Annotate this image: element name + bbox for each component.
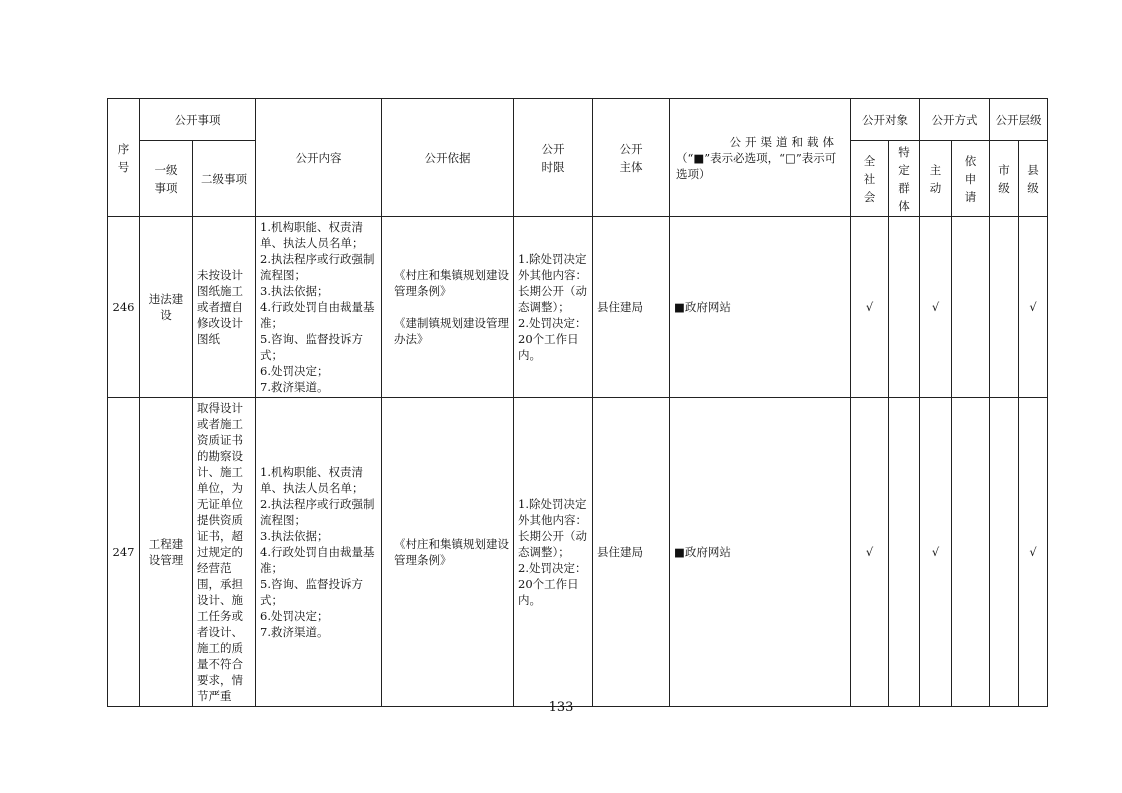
table-row	[108, 398, 1048, 707]
row-level1: 工程建设管理	[140, 398, 193, 707]
header-level1	[140, 141, 193, 217]
row-on-request	[952, 398, 990, 707]
header-tier	[990, 99, 1048, 141]
row-active: √	[920, 398, 952, 707]
row-channel: ■政府网站	[670, 217, 851, 398]
header-audience-all	[851, 141, 889, 217]
row-time-limit: 1.除处罚决定外其他内容：长期公开（动态调整）； 2.处罚决定：20个工作日内。	[514, 217, 593, 398]
header-method-request	[952, 141, 990, 217]
header-tier-city-label: 市级	[998, 162, 1010, 195]
header-level1-label: 一级事项	[154, 162, 178, 195]
header-level2: 二级事项	[193, 141, 256, 217]
header-content: 公开内容	[256, 99, 382, 217]
row-basis: 《村庄和集镇规划建设管理条例》	[382, 398, 514, 707]
header-tier-label: 公开层级	[995, 112, 1042, 127]
row-level2: 未按设计图纸施工或者擅自修改设计图纸	[193, 217, 256, 398]
header-tier-county-label: 县级	[1027, 162, 1039, 195]
header-audience: 公开对象	[851, 99, 920, 141]
header-method-active-label: 主动	[929, 162, 942, 195]
header-tier-city	[990, 141, 1019, 217]
row-subject: 县住建局	[593, 398, 670, 707]
header-time-limit	[514, 99, 593, 217]
disclosure-table	[107, 98, 1048, 707]
row-time-limit: 1.除处罚决定外其他内容：长期公开（动态调整）； 2.处罚决定：20个工作日内。	[514, 398, 593, 707]
page-number: 133	[548, 700, 574, 715]
header-seq-label: 序号	[117, 141, 130, 174]
header-audience-specific	[889, 141, 920, 217]
header-method-active	[920, 141, 952, 217]
header-seq	[108, 99, 140, 217]
header-audience-specific-label: 特定群体	[898, 144, 910, 213]
header-audience-all-label: 全社会	[863, 153, 876, 204]
row-seq: 246	[108, 217, 140, 398]
row-basis: 《村庄和集镇规划建设管理条例》 《建制镇规划建设管理办法》	[382, 217, 514, 398]
header-channel-note: （“■”表示必选项，“□”表示可选项）	[676, 150, 837, 181]
header-tier-county	[1019, 141, 1048, 217]
header-basis: 公开依据	[382, 99, 514, 217]
row-content: 1.机构职能、权责清单、执法人员名单； 2.执法程序或行政强制流程图； 3.执法依据； 4.行政处罚自由裁量基准； 5.咨询、监督投诉方式； 6.处罚决定； 7.救济渠道。	[256, 398, 382, 707]
row-content: 1.机构职能、权责清单、执法人员名单； 2.执法程序或行政强制流程图； 3.执法依据； 4.行政处罚自由裁量基准； 5.咨询、监督投诉方式； 6.处罚决定； 7.救济渠道。	[256, 217, 382, 398]
row-all-society: √	[851, 217, 889, 398]
table-row	[108, 217, 1048, 398]
row-city	[990, 398, 1019, 707]
header-method: 公开方式	[920, 99, 990, 141]
header-item: 公开事项	[140, 99, 256, 141]
row-on-request	[952, 217, 990, 398]
header-method-request-label: 依申请	[964, 153, 977, 204]
row-subject: 县住建局	[593, 217, 670, 398]
header-channel	[670, 99, 851, 217]
header-subject-label: 公开主体	[619, 141, 643, 174]
row-city	[990, 217, 1019, 398]
row-specific-group	[889, 217, 920, 398]
row-seq: 247	[108, 398, 140, 707]
header-time-limit-label: 公开时限	[541, 141, 565, 174]
row-channel: ■政府网站	[670, 398, 851, 707]
row-level2: 取得设计或者施工资质证书的勘察设计、施工单位，为无证单位提供资质证书，超过规定的经营范围，承担设计、施工任务或者设计、施工的质量不符合要求，情节严重	[193, 398, 256, 707]
header-subject	[593, 99, 670, 217]
row-county: √	[1019, 217, 1048, 398]
row-specific-group	[889, 398, 920, 707]
row-level1: 违法建设	[140, 217, 193, 398]
row-active: √	[920, 217, 952, 398]
row-county: √	[1019, 398, 1048, 707]
header-channel-title: 公开渠道和载体	[729, 134, 838, 149]
header-row-1	[108, 99, 1048, 141]
row-all-society: √	[851, 398, 889, 707]
